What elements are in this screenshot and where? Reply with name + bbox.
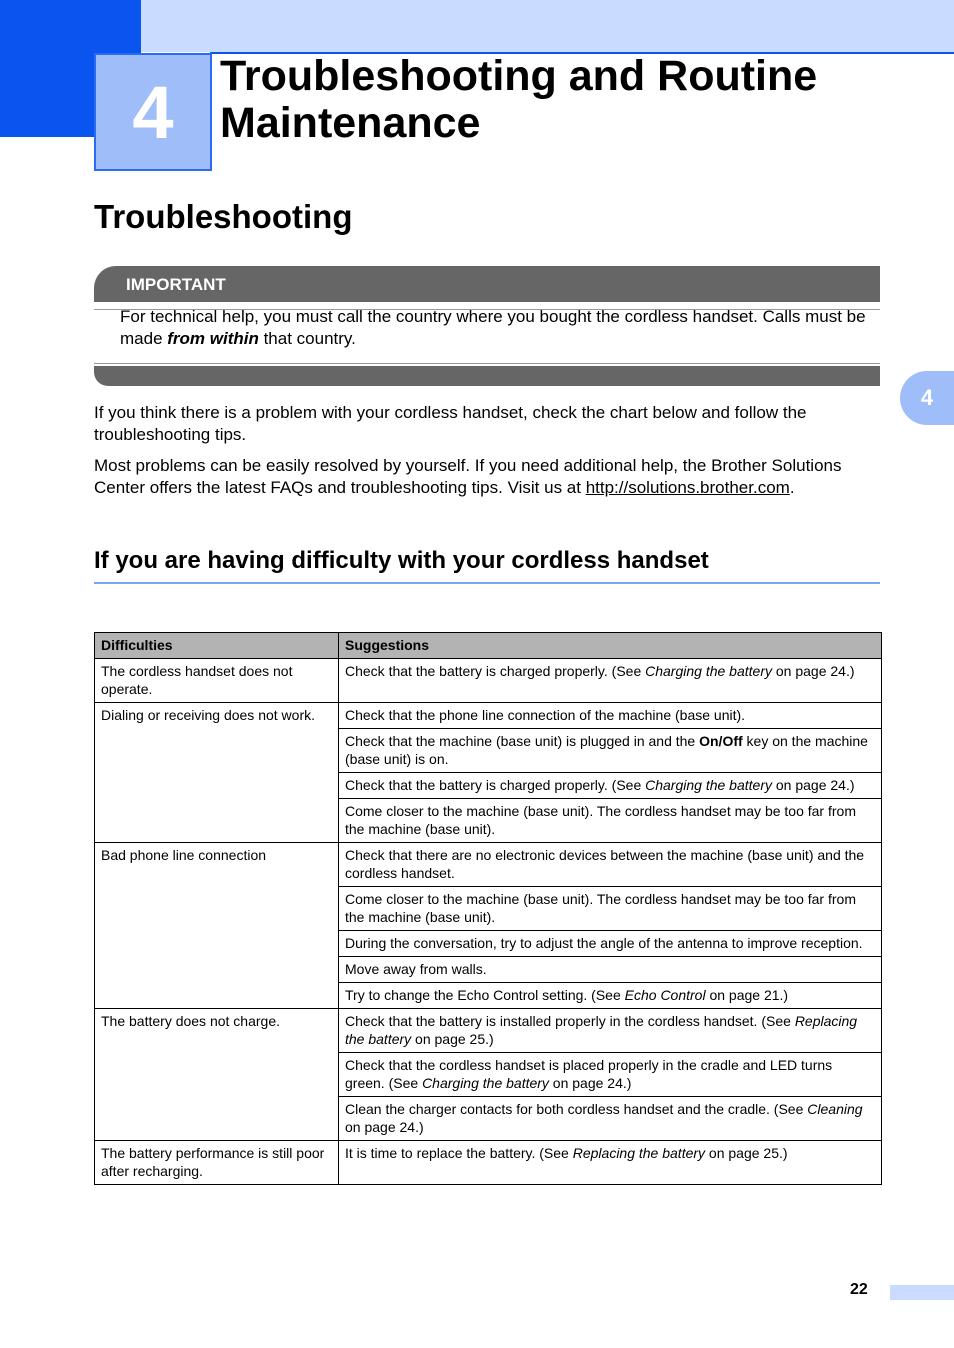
suggestion-text: Move away from walls. xyxy=(345,961,487,977)
suggestion-cell xyxy=(339,1009,882,1053)
suggestion-cell xyxy=(339,1053,882,1097)
suggestion-text: Try to change the Echo Control setting. (See xyxy=(345,987,625,1003)
important-text xyxy=(120,306,870,350)
chapter-number: 4 xyxy=(132,70,174,154)
suggestion-cell xyxy=(339,729,882,773)
difficulty-cell: Dialing or receiving does not work. xyxy=(95,703,339,843)
suggestion-text: on page 24.) xyxy=(771,777,855,793)
table-row xyxy=(95,703,882,729)
difficulty-cell: The battery performance is still poor after recharging. xyxy=(95,1141,339,1185)
intro-paragraph-2-end: . xyxy=(789,478,795,497)
suggestion-text: Check that the machine (base unit) is plugged in and the xyxy=(345,733,700,749)
suggestion-text: key on the machine (base unit) is on. xyxy=(345,733,868,767)
suggestion-cell xyxy=(339,773,882,799)
suggestion-text: Check that the battery is charged properly. (See xyxy=(345,663,646,679)
important-rule-bottom xyxy=(94,363,880,364)
side-tab-number: 4 xyxy=(920,385,934,410)
important-label: IMPORTANT xyxy=(126,275,226,294)
suggestion-text: Come closer to the machine (base unit). The cordless handset may be too far from the machine (base unit). xyxy=(345,803,856,837)
suggestion-text: Echo Control xyxy=(624,987,706,1003)
table-row xyxy=(95,843,882,887)
suggestion-text: Come closer to the machine (base unit). The cordless handset may be too far from the machine (base unit). xyxy=(345,891,856,925)
suggestion-text: on page 25.) xyxy=(705,1145,788,1161)
suggestion-text: Check that there are no electronic devices between the machine (base unit) and the cordless handset. xyxy=(345,847,865,881)
header-difficulties: Difficulties xyxy=(95,633,339,659)
suggestion-cell xyxy=(339,957,882,983)
suggestion-cell xyxy=(339,843,882,887)
chapter-number-box xyxy=(94,53,212,171)
suggestion-text: on page 24.) xyxy=(548,1075,632,1091)
difficulty-cell: The battery does not charge. xyxy=(95,1009,339,1141)
suggestion-text: on page 24.) xyxy=(771,663,855,679)
solutions-center-link[interactable]: http://solutions.brother.com xyxy=(585,478,790,497)
table-row xyxy=(95,1009,882,1053)
chapter-side-tab xyxy=(900,371,954,425)
page-number: 22 xyxy=(850,1281,868,1298)
suggestion-text: On/Off xyxy=(699,733,743,749)
suggestion-text: Check that the battery is charged properly. (See xyxy=(345,777,646,793)
section-title: Troubleshooting xyxy=(94,198,353,235)
table-row xyxy=(95,1141,882,1185)
chapter-title: Troubleshooting and Routine Maintenance xyxy=(220,52,818,147)
suggestion-text: Charging the battery xyxy=(645,777,772,793)
suggestion-text: Check that the phone line connection of the machine (base unit). xyxy=(345,707,746,723)
suggestion-text: Check that the battery is installed properly in the cordless handset. (See xyxy=(345,1013,795,1029)
suggestion-cell xyxy=(339,703,882,729)
suggestion-cell xyxy=(339,799,882,843)
important-header-bar xyxy=(94,266,880,302)
suggestion-cell xyxy=(339,1141,882,1185)
difficulty-cell: Bad phone line connection xyxy=(95,843,339,1009)
suggestion-cell xyxy=(339,931,882,957)
important-footer-bar xyxy=(94,366,880,386)
suggestion-text: Charging the battery xyxy=(422,1075,549,1091)
suggestion-text: Replacing the battery xyxy=(572,1145,706,1161)
header-suggestions: Suggestions xyxy=(339,633,882,659)
suggestion-text: Replacing the battery xyxy=(345,1013,858,1047)
important-text-before: For technical help, you must call the country where you bought the cordless handset. Calls must be made xyxy=(120,307,866,348)
important-emphasis: from within xyxy=(167,329,259,348)
subsection-title: If you are having difficulty with your cordless handset xyxy=(94,547,709,574)
suggestion-text: It is time to replace the battery. (See xyxy=(345,1145,573,1161)
difficulty-cell: The cordless handset does not operate. xyxy=(95,659,339,703)
troubleshooting-table xyxy=(94,632,882,1185)
suggestion-text: Check that the cordless handset is placed properly in the cradle and LED turns green. (See xyxy=(345,1057,833,1091)
table-body xyxy=(95,659,882,1185)
intro-paragraph-1: If you think there is a problem with your cordless handset, check the chart below and follow the troubleshooting tips. xyxy=(94,403,807,444)
page-number-tab xyxy=(890,1285,954,1300)
suggestion-text: on page 24.) xyxy=(345,1119,424,1135)
table-header-row xyxy=(95,633,882,659)
subsection-rule xyxy=(94,582,880,584)
suggestion-cell xyxy=(339,887,882,931)
intro-paragraph-2-text: Most problems can be easily resolved by yourself. If you need additional help, the Brother Solutions Center offers the latest FAQs and troubleshooting tips. Visit us at xyxy=(94,456,842,497)
suggestion-text: Clean the charger contacts for both cordless handset and the cradle. (See xyxy=(345,1101,808,1117)
suggestion-text: Charging the battery xyxy=(645,663,772,679)
suggestion-cell xyxy=(339,983,882,1009)
suggestion-text: During the conversation, try to adjust the angle of the antenna to improve reception. xyxy=(345,935,863,951)
important-text-after: that country. xyxy=(258,329,356,348)
intro-paragraph-2 xyxy=(94,455,884,499)
suggestion-text: on page 25.) xyxy=(411,1031,494,1047)
suggestion-cell xyxy=(339,659,882,703)
header-band xyxy=(141,0,954,52)
suggestion-text: on page 21.) xyxy=(705,987,789,1003)
table-row xyxy=(95,659,882,703)
suggestion-cell xyxy=(339,1097,882,1141)
suggestion-text: Cleaning xyxy=(807,1101,863,1117)
